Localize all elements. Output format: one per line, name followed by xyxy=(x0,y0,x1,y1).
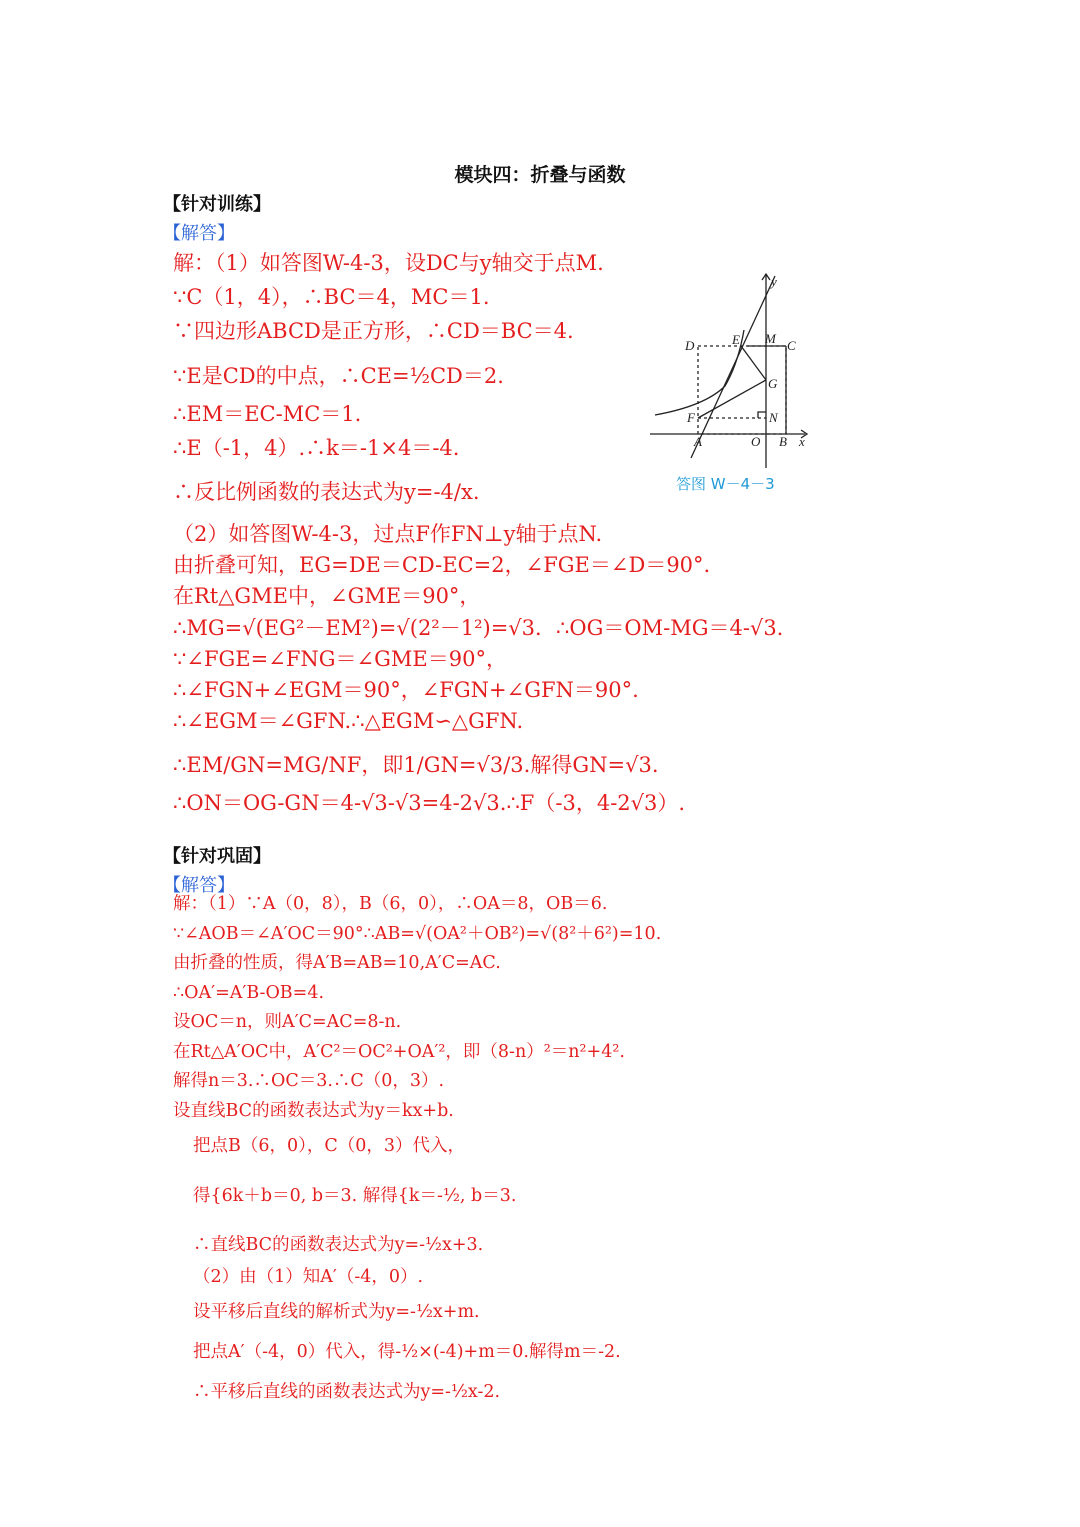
label-a: A xyxy=(694,434,702,449)
s1-line-9: 由折叠可知，EG=DE＝CD-EC=2，∠FGE＝∠D＝90°. xyxy=(173,553,711,577)
s2-line-14: 把点A′（-4，0）代入，得-½×(-4)+m＝0.解得m＝-2. xyxy=(193,1342,621,1362)
s2-line-7: 解得n＝3.∴OC＝3.∴C（0，3）. xyxy=(173,1071,445,1091)
section-heading-training: 【针对训练】 xyxy=(163,194,271,215)
fold-line xyxy=(691,276,775,458)
label-x: x xyxy=(799,434,805,449)
s2-line-3: 由折叠的性质，得A′B=AB=10,A′C=AC. xyxy=(173,953,501,973)
label-y: y xyxy=(771,274,777,289)
s1-line-6: ∴E（-1，4）.∴k＝-1×4＝-4. xyxy=(173,436,460,460)
s2-line-4: ∴OA′=A′B-OB=4. xyxy=(173,983,325,1003)
answer-label-1: 【解答】 xyxy=(163,223,235,244)
label-n: N xyxy=(769,410,778,425)
s1-line-12: ∵∠FGE=∠FNG＝∠GME＝90°， xyxy=(173,647,507,671)
s1-line-2: ∵C（1，4），∴BC＝4，MC＝1. xyxy=(173,285,490,309)
s2-line-10: 得{6k＋b＝0, b＝3. 解得{k＝-½, b＝3. xyxy=(193,1186,517,1206)
s2-line-11: ∴直线BC的函数表达式为y=-½x+3. xyxy=(193,1235,484,1255)
s1-line-16: ∴ON＝OG-GN＝4-√3-√3=4-2√3.∴F（-3，4-2√3）. xyxy=(173,791,686,815)
label-g: G xyxy=(768,376,778,391)
s2-line-8: 设直线BC的函数表达式为y＝kx+b. xyxy=(173,1101,454,1121)
s1-line-4: ∵E是CD的中点，∴CE=½CD＝2. xyxy=(173,364,504,388)
s1-line-7: ∴反比例函数的表达式为y=-4/x. xyxy=(173,480,480,504)
s1-line-11: ∴MG=√(EG²－EM²)=√(2²－1²)=√3．∴OG＝OM-MG＝4-√3. xyxy=(173,616,784,640)
answer-label-2: 【解答】 xyxy=(163,875,235,896)
s1-line-14: ∴∠EGM＝∠GFN.∴△EGM∽△GFN. xyxy=(173,709,524,733)
s1-line-3: ∵四边形ABCD是正方形，∴CD＝BC＝4. xyxy=(173,319,574,343)
segment-fg xyxy=(698,380,766,418)
s2-line-2: ∵∠AOB＝∠A′OC＝90°∴AB=√(OA²＋OB²)=√(8²＋6²)=10. xyxy=(173,924,662,944)
s1-line-1: 解：（1）如答图W-4-3，设DC与y轴交于点M. xyxy=(173,251,604,275)
s2-line-12: （2）由（1）知A′（-4，0）. xyxy=(193,1267,424,1287)
figure-caption: 答图 W－4－3 xyxy=(676,475,775,493)
s1-line-5: ∴EM＝EC-MC＝1. xyxy=(173,402,362,426)
s2-line-6: 在Rt△A′OC中，A′C²＝OC²+OA′²，即（8-n）²＝n²+4². xyxy=(173,1042,625,1062)
s2-line-9: 把点B（6，0），C（0，3）代入， xyxy=(193,1136,466,1156)
label-d: D xyxy=(685,338,695,353)
s2-line-15: ∴平移后直线的函数表达式为y=-½x-2. xyxy=(193,1382,501,1402)
coordinate-figure xyxy=(645,268,845,498)
s2-line-1: 解：（1）∵A（0，8），B（6，0），∴OA＝8，OB＝6. xyxy=(173,894,608,914)
s1-line-13: ∴∠FGN+∠EGM＝90°，∠FGN+∠GFN＝90°. xyxy=(173,678,639,702)
section-heading-consolidation: 【针对巩固】 xyxy=(163,846,271,867)
s1-line-8: （2）如答图W-4-3，过点F作FN⊥y轴于点N. xyxy=(173,522,603,546)
label-c: C xyxy=(787,338,796,353)
label-e: E xyxy=(732,332,740,347)
label-f: F xyxy=(687,410,695,425)
s2-line-13: 设平移后直线的解析式为y=-½x+m. xyxy=(193,1302,480,1322)
right-angle-mark xyxy=(758,412,766,418)
figure-svg xyxy=(645,268,845,498)
label-o: O xyxy=(751,434,761,449)
s1-line-15: ∴EM/GN=MG/NF，即1/GN=√3/3.解得GN=√3. xyxy=(173,753,659,777)
page-title: 模块四：折叠与函数 xyxy=(454,164,626,186)
s1-line-10: 在Rt△GME中，∠GME＝90°， xyxy=(173,584,481,608)
s2-line-5: 设OC＝n，则A′C=AC=8-n. xyxy=(173,1012,402,1032)
label-m: M xyxy=(765,331,776,346)
label-b: B xyxy=(779,434,787,449)
segment-eg xyxy=(741,346,766,380)
